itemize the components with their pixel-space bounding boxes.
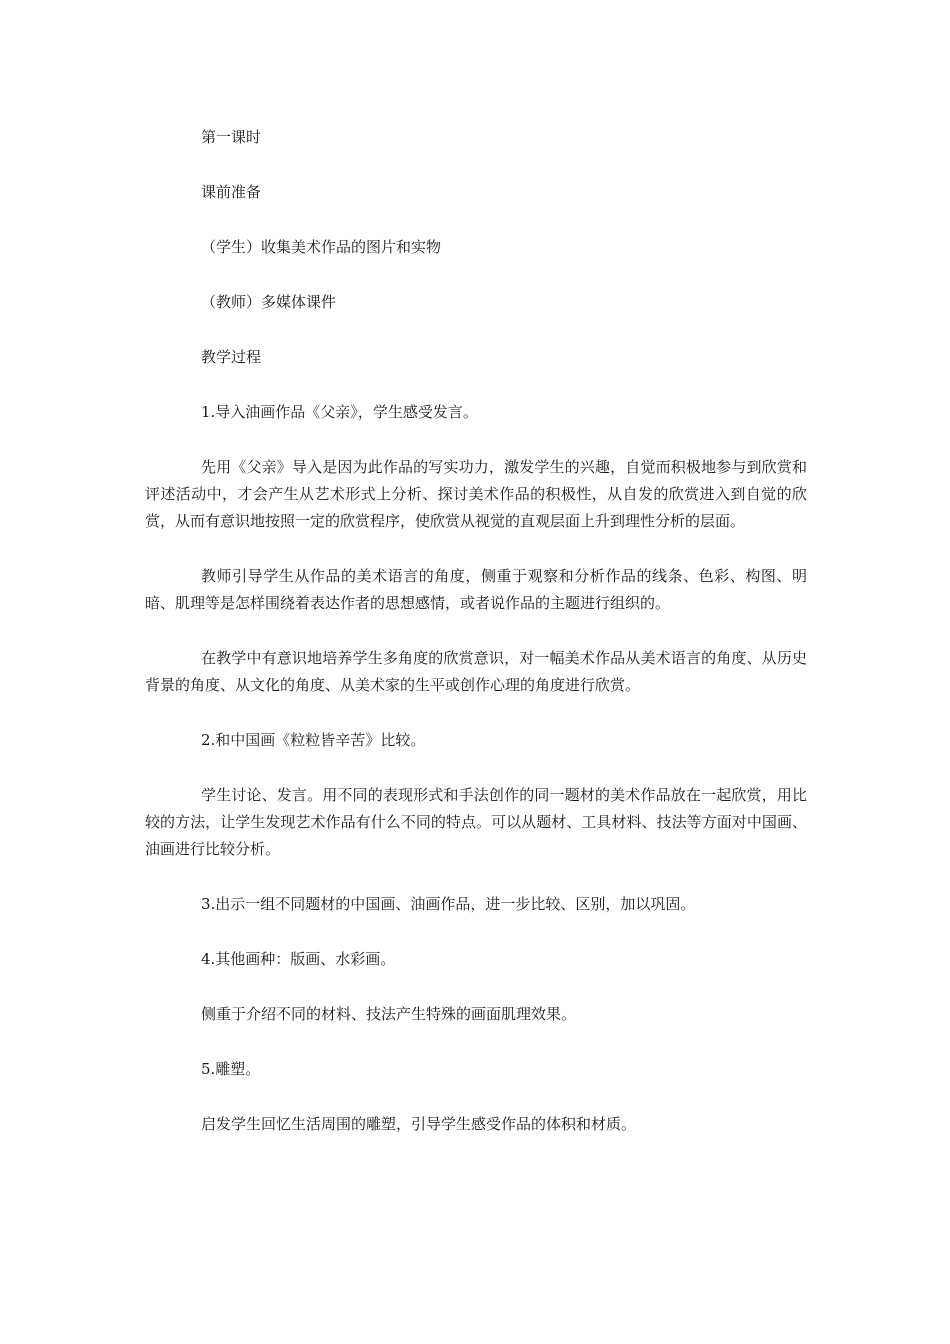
teaching-process-heading: 教学过程: [201, 348, 262, 366]
document-body: [145, 124, 807, 1166]
step-1-explanation: 先用《父亲》导入是因为此作品的写实功力，激发学生的兴趣，自觉而积极地参与到欣赏和评述活动中，才会产生从艺术形式上分析、探讨美术作品的积极性，从自发的欣赏进入到自觉的欣赏，从而有意识地按照一定的欣赏程序，使欣赏从视觉的直观层面上升到理性分析的层面。: [145, 458, 807, 530]
lesson-period-heading: 第一课时: [201, 128, 262, 146]
teacher-guidance: 教师引导学生从作品的美术语言的角度，侧重于观察和分析作品的线条、色彩、构图、明暗、肌理等是怎样围绕着表达作者的思想感情，或者说作品的主题进行组织的。: [145, 567, 807, 612]
step-1: 1.导入油画作品《父亲》，学生感受发言。: [201, 403, 478, 421]
step-4-explanation: 侧重于介绍不同的材料、技法产生特殊的画面肌理效果。: [201, 1005, 577, 1023]
preparation-heading: 课前准备: [201, 183, 262, 201]
step-3: 3.出示一组不同题材的中国画、油画作品，进一步比较、区别，加以巩固。: [201, 895, 696, 913]
student-preparation: （学生）收集美术作品的图片和实物: [201, 238, 442, 256]
multi-angle-appreciation: 在教学中有意识地培养学生多角度的欣赏意识，对一幅美术作品从美术语言的角度、从历史背景的角度、从文化的角度、从美术家的生平或创作心理的角度进行欣赏。: [145, 649, 807, 694]
step-5-explanation: 启发学生回忆生活周围的雕塑，引导学生感受作品的体积和材质。: [201, 1115, 637, 1133]
teacher-preparation: （教师）多媒体课件: [201, 293, 337, 311]
step-4: 4.其他画种：版画、水彩画。: [201, 950, 396, 968]
step-5: 5.雕塑。: [201, 1060, 261, 1078]
step-2-explanation: 学生讨论、发言。用不同的表现形式和手法创作的同一题材的美术作品放在一起欣赏，用比较的方法，让学生发现艺术作品有什么不同的特点。可以从题材、工具材料、技法等方面对中国画、油画进行比较分析。: [145, 786, 807, 858]
step-2: 2.和中国画《粒粒皆辛苦》比较。: [201, 731, 426, 749]
